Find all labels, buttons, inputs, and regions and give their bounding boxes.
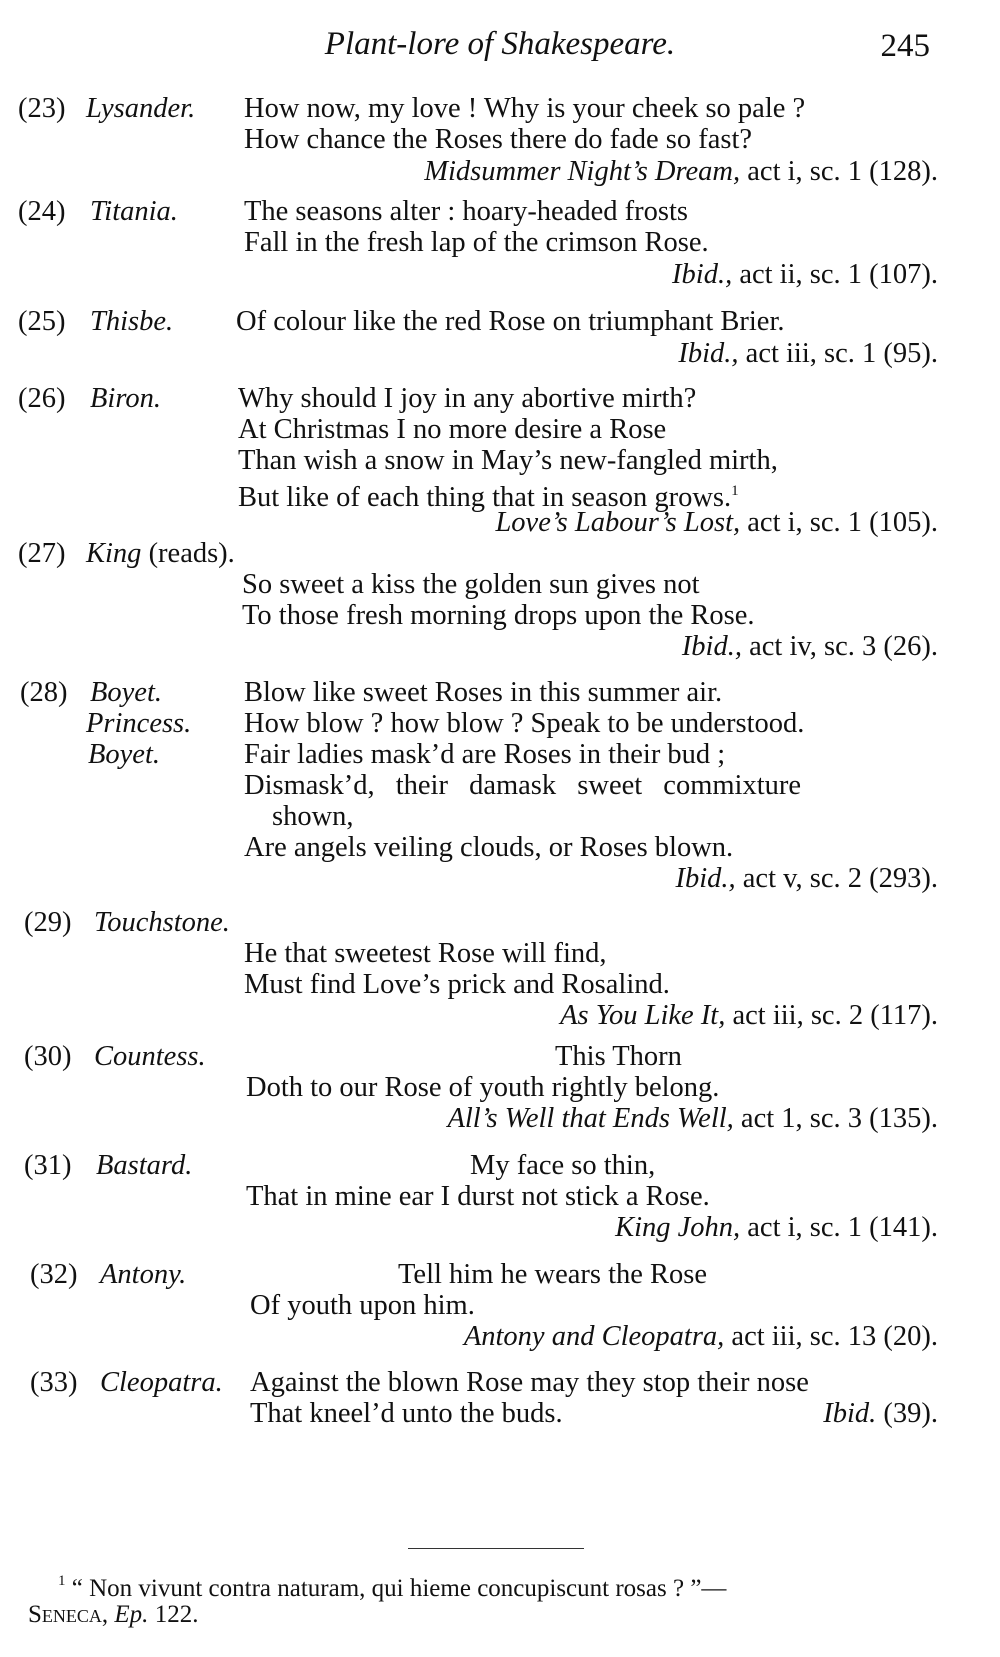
verse-line: How chance the Roses there do fade so fast? [244,124,753,155]
citation-work: Ibid., [672,259,733,290]
entry-number: (30) [24,1041,72,1072]
citation [560,999,938,1032]
entry-number: (24) [18,196,66,227]
verse-line: Doth to our Rose of youth rightly belong. [246,1072,720,1103]
footnote-mark: 1 [58,1573,66,1589]
verse-line: Blow like sweet Roses in this summer air. [244,677,723,708]
verse-line: My face so thin, [470,1150,656,1181]
entry-number: (25) [18,306,66,337]
speaker-name: Princess. [86,708,192,739]
citation-work: Ibid., [678,338,739,369]
footnote-rule [408,1548,584,1549]
citation-ref: act 1, sc. 3 (135). [740,1103,938,1134]
citation [672,258,938,291]
citation-work: Love’s Labour’s Lost, [495,507,741,538]
verse-line: Tell him he wears the Rose [398,1259,708,1290]
citation-ref: act i, sc. 1 (105). [747,507,938,538]
verse-line: Fair ladies mask’d are Roses in their bud ; [244,739,726,770]
verse-line: That in mine ear I durst not stick a Rose. [246,1181,710,1212]
citation [682,630,938,663]
citation-ref: act i, sc. 1 (141). [747,1212,938,1243]
citation [495,506,938,539]
entry-number: (31) [24,1150,72,1181]
speaker-name: Cleopatra. [100,1367,223,1398]
entry-number: (29) [24,907,72,938]
footnote-source: Ep. [114,1601,149,1628]
speaker-name: Lysander. [86,93,196,124]
footnote-mark: 1 [731,483,739,499]
entry-number: (23) [18,93,66,124]
verse-line: The seasons alter : hoary-headed frosts [244,196,688,227]
citation [447,1102,938,1135]
footnote-author: Seneca, [28,1601,109,1628]
citation-ref: (39). [883,1398,938,1429]
entry-number: (27) [18,538,66,569]
citation-ref: act v, sc. 2 (293). [742,863,938,894]
verse-line: How blow ? how blow ? Speak to be understood. [244,708,805,739]
entry-number: (33) [30,1367,78,1398]
citation-work: Ibid., [675,863,736,894]
verse-line: Of colour like the red Rose on triumphant Brier. [236,306,785,337]
speaker-name: Boyet. [88,739,161,770]
verse-line: That kneel’d unto the buds. [250,1398,563,1429]
verse-line: To those fresh morning drops upon the Rose. [242,600,755,631]
entry-number: (32) [30,1259,78,1290]
verse-line: At Christmas I no more desire a Rose [238,414,667,445]
speaker-name: Countess. [94,1041,206,1072]
speaker-name: Biron. [90,383,161,414]
speaker-text: King [86,538,142,569]
page-header [0,20,1000,70]
citation-work: All’s Well that Ends Well, [447,1103,734,1134]
verse-line: shown, [272,801,354,832]
citation-ref: act iii, sc. 13 (20). [731,1321,938,1352]
speaker-name [86,537,235,570]
entry-number: (26) [18,383,66,414]
verse-line: This Thorn [555,1041,682,1072]
citation-work: Antony and Cleopatra, [463,1321,725,1352]
verse-line: Dismask’d, their damask sweet commixture [244,770,802,801]
verse-text: But like of each thing that in season grows. [238,482,732,513]
citation-work: As You Like It, [560,1000,726,1031]
citation [675,862,938,895]
verse-line: Against the blown Rose may they stop their nose [250,1367,809,1398]
citation-ref: act iii, sc. 1 (95). [745,338,938,369]
verse-line: Why should I joy in any abortive mirth? [238,383,697,414]
footnote-source-number: 122. [154,1601,199,1628]
running-title: Plant-lore of Shakespeare. [324,26,676,62]
citation-work: King John, [615,1212,741,1243]
speaker-name: Thisbe. [90,306,174,337]
citation-ref: act i, sc. 1 (128). [747,156,938,187]
speaker-name: Boyet. [90,677,163,708]
verse-line: Are angels veiling clouds, or Roses blown. [244,832,734,863]
footnote-text: “ Non vivunt contra naturam, qui hieme concupiscunt rosas ? ”— [71,1575,727,1602]
page-number: 245 [880,28,930,64]
citation [615,1211,938,1244]
footnote-line [28,1598,198,1631]
verse-line: Of youth upon him. [250,1290,475,1321]
verse-line: How now, my love ! Why is your cheek so pale ? [244,93,806,124]
speaker-name: Titania. [90,196,178,227]
citation-work: Ibid. [823,1398,877,1429]
citation-ref: act iv, sc. 3 (26). [749,631,938,662]
entry-number: (28) [20,677,68,708]
verse-line: Must find Love’s prick and Rosalind. [244,969,670,1000]
citation [464,1320,938,1353]
citation [678,337,938,370]
citation [424,155,938,188]
speaker-name: Bastard. [96,1150,193,1181]
citation-work: Ibid., [681,631,742,662]
verse-line: Fall in the fresh lap of the crimson Rose. [244,227,709,258]
citation-ref: act iii, sc. 2 (117). [732,1000,938,1031]
citation [823,1397,938,1430]
speaker-name: Antony. [100,1259,187,1290]
speaker-name: Touchstone. [94,907,230,938]
citation-ref: act ii, sc. 1 (107). [739,259,938,290]
verse-line: So sweet a kiss the golden sun gives not [242,569,700,600]
citation-work: Midsummer Night’s Dream, [424,156,741,187]
stage-direction: (reads). [148,538,235,569]
verse-line: He that sweetest Rose will find, [244,938,607,969]
verse-line: Than wish a snow in May’s new-fangled mirth, [238,445,778,476]
